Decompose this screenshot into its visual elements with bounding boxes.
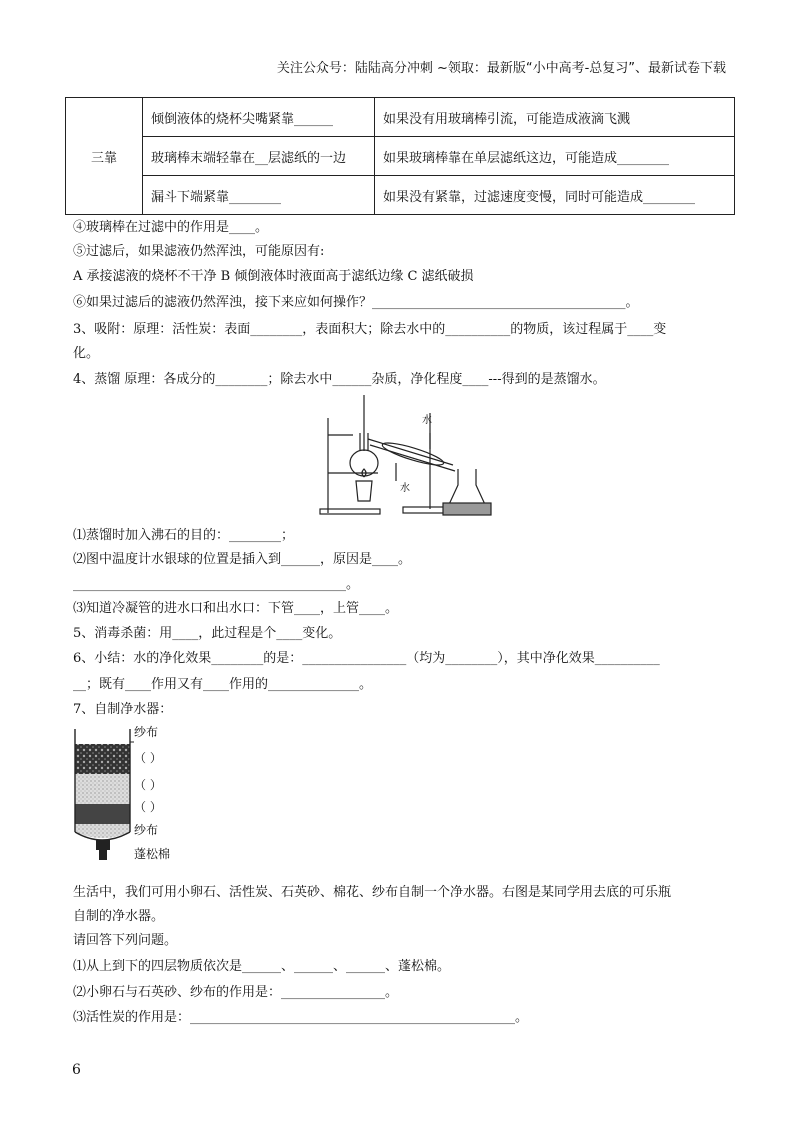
rule-cell: 玻璃棒末端轻靠在__层滤纸的一边 (143, 137, 375, 176)
filter-label-blank-3: （ ） (134, 800, 162, 814)
filter-label-blank-1: （ ） (134, 751, 162, 765)
consequence-cell: 如果没有用玻璃棒引流，可能造成液滴飞溅 (375, 98, 735, 137)
text-line: ⑵小卵石与石英砂、纱布的作用是：________________。 (73, 985, 399, 1000)
text-line: ⑵图中温度计水银球的位置是插入到______，原因是____。 (73, 552, 412, 567)
text-line: __________________________________________。 (73, 577, 359, 592)
filter-label-blank-2: （ ） (134, 778, 162, 792)
consequence-cell: 如果玻璃棒靠在单层滤纸这边，可能造成________ (375, 137, 735, 176)
text-line: 5、消毒杀菌：用____，此过程是个____变化。 (73, 626, 342, 641)
text-line: 3、吸附：原理：活性炭：表面________，表面积大；除去水中的__________的物质，该过程属于____变 (73, 322, 667, 337)
filter-label-gauze-bottom: 纱布 (134, 823, 159, 837)
water-outlet-label: 水 (422, 415, 432, 426)
text-line: 6、小结：水的净化效果________的是：________________（均为________），其中净化效果__________ (73, 651, 660, 666)
text-line: 自制的净水器。 (73, 909, 165, 924)
filter-label-cotton: 蓬松棉 (134, 847, 171, 861)
text-line: ⑥如果过滤后的滤液仍然浑浊，接下来应如何操作？_______________________________________。 (73, 295, 639, 310)
text-line: ⑴从上到下的四层物质依次是______、______、______、蓬松棉。 (73, 959, 451, 974)
category-cell: 三靠 (66, 98, 143, 215)
rule-cell: 倾倒液体的烧杯尖嘴紧靠______ (143, 98, 375, 137)
distillation-apparatus-diagram (318, 393, 498, 518)
table-row (66, 176, 735, 215)
page-number: 6 (72, 1062, 81, 1078)
text-line: 7、自制净水器： (73, 702, 173, 717)
table-row (66, 137, 735, 176)
consequence-cell: 如果没有紧靠，过滤速度变慢，同时可能造成________ (375, 176, 735, 215)
text-line: __；既有____作用又有____作用的______________。 (73, 677, 373, 692)
text-line: 请回答下列问题。 (73, 933, 178, 948)
text-line: 化。 (73, 346, 100, 361)
text-line: ⑤过滤后，如果滤液仍然浑浊，可能原因有: (73, 244, 325, 259)
text-line: ⑶知道冷凝管的进水口和出水口：下管____，上管____。 (73, 601, 399, 616)
text-line: 4、蒸馏 原理：各成分的________；除去水中______杂质，净化程度____---得到的是蒸馏水。 (73, 372, 606, 387)
page-header: 关注公众号：陆陆高分冲刺 ~领取：最新版“小中高考-总复习”、最新试卷下载 (276, 61, 726, 76)
table-row (66, 98, 735, 137)
text-line: A 承接滤液的烧杯不干净 B 倾倒液体时液面高于滤纸边缘 C 滤纸破损 (73, 269, 474, 284)
filter-rules-table (65, 97, 735, 215)
rule-cell: 漏斗下端紧靠________ (143, 176, 375, 215)
filter-label-gauze-top: 纱布 (134, 725, 159, 739)
water-inlet-label: 水 (400, 483, 410, 494)
text-line: ⑶活性炭的作用是：__________________________________________________。 (73, 1010, 529, 1025)
text-line: ⑴蒸馏时加入沸石的目的：________； (73, 528, 295, 543)
text-line: ④玻璃棒在过滤中的作用是____。 (73, 220, 269, 235)
water-filter-diagram (70, 724, 135, 864)
text-line: 生活中，我们可用小卵石、活性炭、石英砂、棉花、纱布自制一个净水器。右图是某同学用去底的可乐瓶 (73, 885, 672, 900)
